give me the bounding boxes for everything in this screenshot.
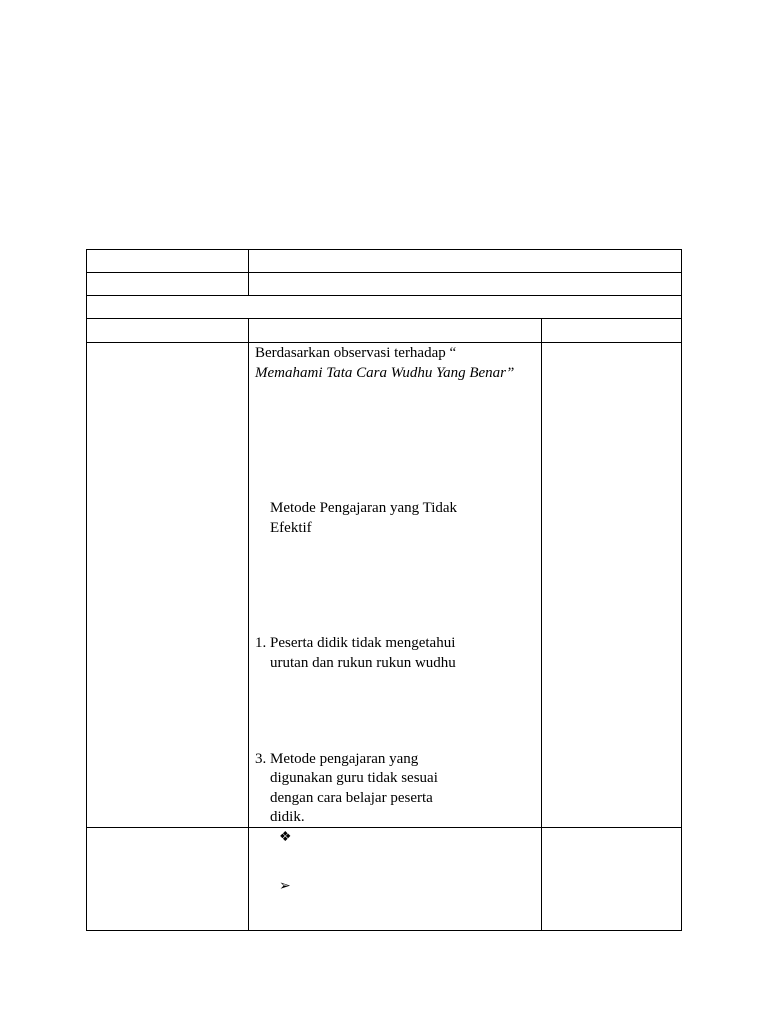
table-border — [86, 249, 682, 250]
list-item-text: digunakan guru tidak sesuai — [270, 770, 438, 786]
table-border — [86, 318, 682, 319]
list-item-text: Peserta didik tidak mengetahui — [270, 635, 456, 651]
table-border — [86, 827, 682, 828]
arrowhead-bullet-icon: ➢ — [279, 879, 291, 894]
list-item-text: Metode pengajaran yang — [270, 751, 419, 767]
table-border — [541, 318, 542, 931]
table-border — [681, 249, 682, 931]
table-border — [86, 249, 87, 931]
observation-topic: Memahami Tata Cara Wudhu Yang Benar” — [255, 365, 515, 381]
list-item-text: urutan dan rukun rukun wudhu — [270, 655, 456, 671]
table-border — [248, 318, 249, 931]
list-item-text: didik. — [270, 809, 305, 825]
table-border — [86, 295, 682, 296]
problem-heading-line: Efektif — [270, 520, 312, 536]
list-item-number: 1. — [255, 635, 267, 651]
observation-intro-line: Berdasarkan observasi terhadap “ — [255, 345, 457, 361]
list-item-number: 3. — [255, 751, 267, 767]
list-item-text: dengan cara belajar peserta — [270, 790, 433, 806]
table-border — [86, 930, 682, 931]
problem-heading-line: Metode Pengajaran yang Tidak — [270, 500, 458, 516]
table-border — [86, 272, 682, 273]
table-border — [248, 249, 249, 296]
diamond-bullet-icon: ❖ — [279, 830, 292, 845]
